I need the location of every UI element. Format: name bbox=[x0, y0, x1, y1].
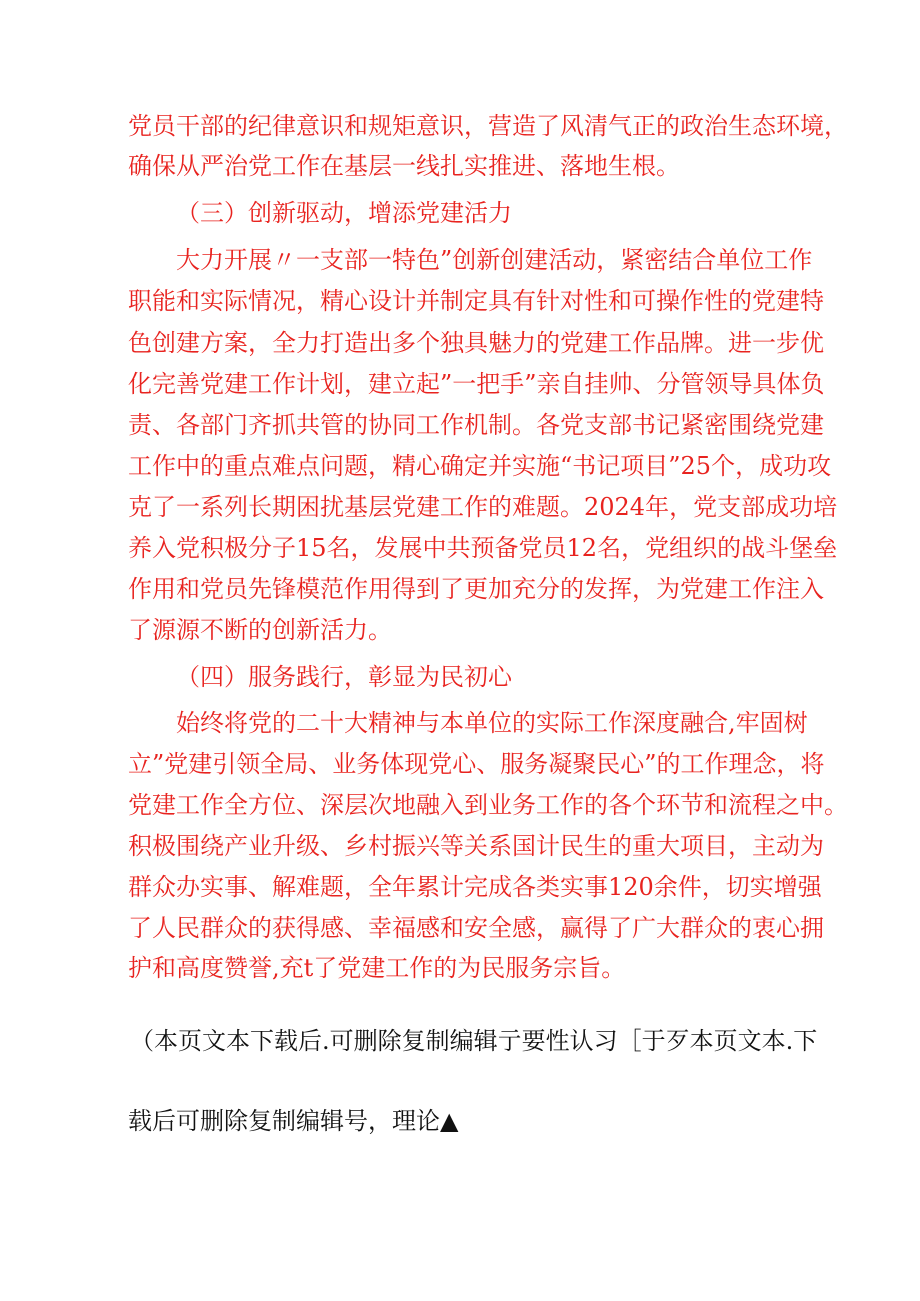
paragraph-line: 了人民群众的获得感、幸福感和安全感，赢得了广大群众的衷心拥 bbox=[128, 914, 824, 942]
paragraph-line: 作用和党员先锋模范作用得到了更加充分的发挥，为党建工作注入 bbox=[128, 575, 824, 603]
paragraph-line: 大力开展〃一支部一特色”创新创建活动，紧密结合单位工作 bbox=[176, 246, 813, 274]
paragraph-line: 化完善党建工作计划，建立起”一把手”亲自挂帅、分管领导具体负 bbox=[128, 370, 825, 398]
footer-note-line: 载后可删除复制编辑号，理论▲ bbox=[128, 1107, 459, 1135]
paragraph-line: 养入党积极分子15名，发展中共预备党员12名，党组织的战斗堡垒 bbox=[128, 534, 838, 562]
paragraph-line: 克了一系列长期困扰基层党建工作的难题。2024年，党支部成功培 bbox=[128, 493, 838, 521]
section-heading: （三）创新驱动，增添党建活力 bbox=[176, 199, 512, 227]
paragraph-line: 群众办实事、解难题，全年累计完成各类实事120余件，切实增强 bbox=[128, 873, 822, 901]
paragraph-line: 了源源不断的创新活力。 bbox=[128, 616, 392, 644]
section-heading: （四）服务践行，彰显为民初心 bbox=[176, 663, 512, 691]
paragraph-line: 党员干部的纪律意识和规矩意识，营造了风清气正的政治生态环境， bbox=[128, 112, 848, 140]
paragraph-line: 积极围绕产业升级、乡村振兴等关系国计民生的重大项目，主动为 bbox=[128, 832, 824, 860]
paragraph-line: 护和高度赞誉,充t了党建工作的为民服务宗旨。 bbox=[128, 954, 626, 982]
paragraph-line: 始终将党的二十大精神与本单位的实际工作深度融合,牢固树 bbox=[176, 709, 808, 737]
paragraph-line: 色创建方案，全力打造出多个独具魅力的党建工作品牌。进一步优 bbox=[128, 329, 824, 357]
paragraph-line: 职能和实际情况，精心设计并制定具有针对性和可操作性的党建特 bbox=[128, 287, 824, 315]
paragraph-line: 党建工作全方位、深层次地融入到业务工作的各个环节和流程之中。 bbox=[128, 791, 848, 819]
paragraph-line: 责、各部门齐抓共管的协同工作机制。各党支部书记紧密围绕党建 bbox=[128, 411, 824, 439]
paragraph-line: 立”党建引领全局、业务体现党心、服务凝聚民心”的工作理念，将 bbox=[128, 750, 825, 778]
footer-note-line: （本页文本下载后.可删除复制编辑亍要性认习［于歹本页文本.下 bbox=[130, 1027, 818, 1055]
paragraph-line: 工作中的重点难点问题，精心确定并实施“书记项目”25个，成功攻 bbox=[128, 452, 832, 480]
paragraph-line: 确保从严治党工作在基层一线扎实推进、落地生根。 bbox=[128, 152, 680, 180]
